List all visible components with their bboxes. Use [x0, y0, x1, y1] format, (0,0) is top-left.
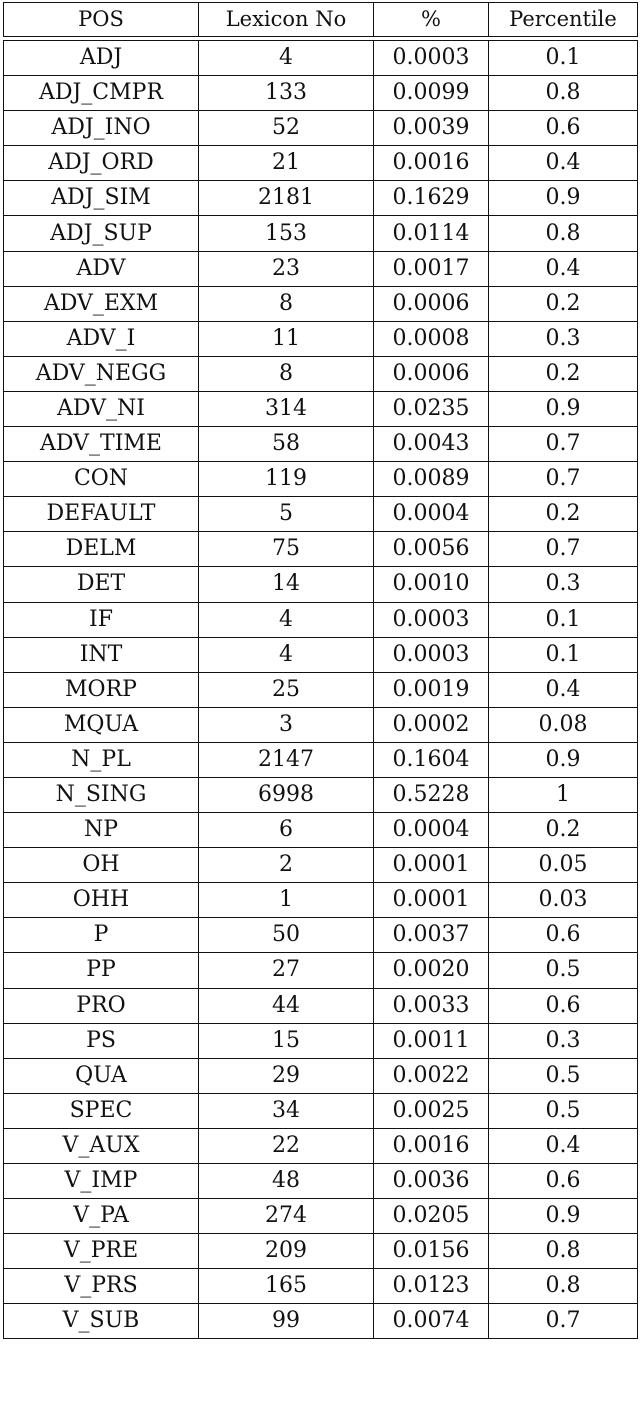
cell-pos: MORP	[4, 672, 199, 707]
cell-percent: 0.1629	[374, 181, 489, 216]
table-row	[4, 742, 638, 777]
cell-percentile: 0.5	[489, 953, 638, 988]
cell-percent: 0.0156	[374, 1234, 489, 1269]
cell-pos: ADJ_ORD	[4, 146, 199, 181]
cell-percentile: 0.6	[489, 918, 638, 953]
cell-lexicon-no: 50	[199, 918, 374, 953]
cell-percent: 0.0016	[374, 1128, 489, 1163]
header-row	[4, 3, 638, 37]
cell-percent: 0.0033	[374, 988, 489, 1023]
cell-pos: INT	[4, 637, 199, 672]
cell-lexicon-no: 6	[199, 813, 374, 848]
cell-lexicon-no: 23	[199, 251, 374, 286]
cell-lexicon-no: 5	[199, 497, 374, 532]
cell-pos: PP	[4, 953, 199, 988]
table-row	[4, 707, 638, 742]
cell-percent: 0.0205	[374, 1199, 489, 1234]
cell-percentile: 0.2	[489, 286, 638, 321]
cell-percentile: 0.4	[489, 672, 638, 707]
cell-percent: 0.0017	[374, 251, 489, 286]
cell-percent: 0.0089	[374, 462, 489, 497]
table-row	[4, 76, 638, 111]
table-row	[4, 672, 638, 707]
cell-percent: 0.0004	[374, 813, 489, 848]
table-row	[4, 1234, 638, 1269]
cell-percent: 0.0123	[374, 1269, 489, 1304]
cell-pos: ADV_NEGG	[4, 356, 199, 391]
cell-pos: DELM	[4, 532, 199, 567]
cell-lexicon-no: 11	[199, 321, 374, 356]
cell-percentile: 0.7	[489, 1304, 638, 1339]
cell-percentile: 0.2	[489, 813, 638, 848]
cell-pos: QUA	[4, 1058, 199, 1093]
cell-pos: V_SUB	[4, 1304, 199, 1339]
cell-percentile: 0.5	[489, 1093, 638, 1128]
cell-percentile: 0.7	[489, 427, 638, 462]
table-row	[4, 146, 638, 181]
table-row	[4, 41, 638, 76]
cell-lexicon-no: 4	[199, 637, 374, 672]
cell-pos: IF	[4, 602, 199, 637]
cell-percent: 0.5228	[374, 777, 489, 812]
cell-percentile: 0.05	[489, 848, 638, 883]
cell-lexicon-no: 58	[199, 427, 374, 462]
cell-pos: DET	[4, 567, 199, 602]
table-row	[4, 883, 638, 918]
table-row	[4, 813, 638, 848]
cell-percentile: 0.6	[489, 111, 638, 146]
cell-percent: 0.0114	[374, 216, 489, 251]
table-row	[4, 1023, 638, 1058]
cell-percentile: 0.7	[489, 532, 638, 567]
cell-percentile: 0.9	[489, 742, 638, 777]
cell-percent: 0.0003	[374, 602, 489, 637]
pos-lexicon-table	[3, 2, 638, 1339]
cell-pos: PS	[4, 1023, 199, 1058]
table-row	[4, 1304, 638, 1339]
table-row	[4, 356, 638, 391]
table-row	[4, 391, 638, 426]
cell-pos: CON	[4, 462, 199, 497]
cell-lexicon-no: 133	[199, 76, 374, 111]
cell-percentile: 0.4	[489, 251, 638, 286]
table-row	[4, 953, 638, 988]
cell-lexicon-no: 52	[199, 111, 374, 146]
cell-percentile: 0.8	[489, 1269, 638, 1304]
cell-pos: ADV_EXM	[4, 286, 199, 321]
header-percent: %	[374, 3, 489, 37]
cell-percentile: 1	[489, 777, 638, 812]
table-row	[4, 462, 638, 497]
cell-percent: 0.0010	[374, 567, 489, 602]
cell-lexicon-no: 27	[199, 953, 374, 988]
cell-pos: NP	[4, 813, 199, 848]
cell-percent: 0.0074	[374, 1304, 489, 1339]
table-row	[4, 321, 638, 356]
cell-percentile: 0.03	[489, 883, 638, 918]
cell-percent: 0.0043	[374, 427, 489, 462]
cell-percentile: 0.1	[489, 602, 638, 637]
cell-percent: 0.0056	[374, 532, 489, 567]
cell-percent: 0.1604	[374, 742, 489, 777]
cell-lexicon-no: 44	[199, 988, 374, 1023]
cell-percentile: 0.9	[489, 1199, 638, 1234]
cell-percent: 0.0099	[374, 76, 489, 111]
table-row	[4, 567, 638, 602]
cell-percentile: 0.3	[489, 1023, 638, 1058]
cell-lexicon-no: 99	[199, 1304, 374, 1339]
cell-percentile: 0.2	[489, 497, 638, 532]
cell-percentile: 0.4	[489, 146, 638, 181]
cell-percent: 0.0235	[374, 391, 489, 426]
table-header	[4, 3, 638, 41]
table-row	[4, 181, 638, 216]
table-row	[4, 1164, 638, 1199]
table-row	[4, 251, 638, 286]
table-row	[4, 918, 638, 953]
cell-percent: 0.0006	[374, 286, 489, 321]
cell-lexicon-no: 274	[199, 1199, 374, 1234]
cell-pos: PRO	[4, 988, 199, 1023]
cell-pos: P	[4, 918, 199, 953]
cell-lexicon-no: 3	[199, 707, 374, 742]
cell-percent: 0.0003	[374, 41, 489, 76]
cell-percentile: 0.3	[489, 321, 638, 356]
cell-lexicon-no: 14	[199, 567, 374, 602]
table-row	[4, 427, 638, 462]
cell-percent: 0.0016	[374, 146, 489, 181]
cell-lexicon-no: 314	[199, 391, 374, 426]
cell-percent: 0.0022	[374, 1058, 489, 1093]
cell-lexicon-no: 2181	[199, 181, 374, 216]
cell-pos: DEFAULT	[4, 497, 199, 532]
cell-percentile: 0.8	[489, 76, 638, 111]
table-row	[4, 777, 638, 812]
table-row	[4, 637, 638, 672]
table-row	[4, 532, 638, 567]
cell-percentile: 0.3	[489, 567, 638, 602]
cell-lexicon-no: 25	[199, 672, 374, 707]
cell-pos: MQUA	[4, 707, 199, 742]
cell-pos: OHH	[4, 883, 199, 918]
cell-pos: N_SING	[4, 777, 199, 812]
table-row	[4, 1093, 638, 1128]
cell-percentile: 0.8	[489, 1234, 638, 1269]
cell-percentile: 0.9	[489, 391, 638, 426]
cell-pos: V_PA	[4, 1199, 199, 1234]
table-row	[4, 1269, 638, 1304]
cell-lexicon-no: 8	[199, 356, 374, 391]
cell-pos: ADV_NI	[4, 391, 199, 426]
cell-lexicon-no: 209	[199, 1234, 374, 1269]
cell-percentile: 0.4	[489, 1128, 638, 1163]
cell-percent: 0.0011	[374, 1023, 489, 1058]
cell-percentile: 0.8	[489, 216, 638, 251]
table-row	[4, 111, 638, 146]
cell-percentile: 0.6	[489, 1164, 638, 1199]
cell-pos: V_IMP	[4, 1164, 199, 1199]
cell-percent: 0.0039	[374, 111, 489, 146]
cell-percent: 0.0019	[374, 672, 489, 707]
table-row	[4, 988, 638, 1023]
cell-percentile: 0.08	[489, 707, 638, 742]
table-row	[4, 602, 638, 637]
cell-pos: ADV_I	[4, 321, 199, 356]
cell-percent: 0.0002	[374, 707, 489, 742]
cell-lexicon-no: 1	[199, 883, 374, 918]
cell-percentile: 0.6	[489, 988, 638, 1023]
cell-percentile: 0.5	[489, 1058, 638, 1093]
cell-percent: 0.0025	[374, 1093, 489, 1128]
cell-lexicon-no: 15	[199, 1023, 374, 1058]
cell-percent: 0.0001	[374, 848, 489, 883]
cell-percentile: 0.1	[489, 41, 638, 76]
table-row	[4, 848, 638, 883]
cell-lexicon-no: 119	[199, 462, 374, 497]
cell-pos: ADJ	[4, 41, 199, 76]
cell-lexicon-no: 4	[199, 602, 374, 637]
cell-lexicon-no: 4	[199, 41, 374, 76]
header-pos: POS	[4, 3, 199, 37]
cell-pos: ADJ_SIM	[4, 181, 199, 216]
cell-pos: V_PRE	[4, 1234, 199, 1269]
cell-pos: V_AUX	[4, 1128, 199, 1163]
cell-percentile: 0.2	[489, 356, 638, 391]
cell-lexicon-no: 153	[199, 216, 374, 251]
cell-percentile: 0.7	[489, 462, 638, 497]
cell-percent: 0.0008	[374, 321, 489, 356]
cell-percentile: 0.9	[489, 181, 638, 216]
table-body	[4, 41, 638, 1339]
header-lexicon-no: Lexicon No	[199, 3, 374, 37]
table-row	[4, 216, 638, 251]
cell-pos: ADJ_INO	[4, 111, 199, 146]
cell-lexicon-no: 2147	[199, 742, 374, 777]
cell-pos: N_PL	[4, 742, 199, 777]
cell-pos: V_PRS	[4, 1269, 199, 1304]
cell-pos: ADV	[4, 251, 199, 286]
cell-lexicon-no: 6998	[199, 777, 374, 812]
cell-pos: ADJ_CMPR	[4, 76, 199, 111]
table-row	[4, 1199, 638, 1234]
cell-pos: SPEC	[4, 1093, 199, 1128]
cell-percent: 0.0004	[374, 497, 489, 532]
table-row	[4, 1058, 638, 1093]
table-row	[4, 497, 638, 532]
cell-percentile: 0.1	[489, 637, 638, 672]
table-row	[4, 1128, 638, 1163]
table-row	[4, 286, 638, 321]
cell-percent: 0.0036	[374, 1164, 489, 1199]
cell-pos: OH	[4, 848, 199, 883]
cell-lexicon-no: 165	[199, 1269, 374, 1304]
cell-lexicon-no: 21	[199, 146, 374, 181]
cell-percent: 0.0006	[374, 356, 489, 391]
cell-lexicon-no: 22	[199, 1128, 374, 1163]
cell-lexicon-no: 29	[199, 1058, 374, 1093]
cell-lexicon-no: 75	[199, 532, 374, 567]
cell-percent: 0.0003	[374, 637, 489, 672]
cell-percent: 0.0037	[374, 918, 489, 953]
cell-pos: ADJ_SUP	[4, 216, 199, 251]
cell-percent: 0.0020	[374, 953, 489, 988]
cell-percent: 0.0001	[374, 883, 489, 918]
cell-lexicon-no: 8	[199, 286, 374, 321]
cell-lexicon-no: 34	[199, 1093, 374, 1128]
header-percentile: Percentile	[489, 3, 638, 37]
cell-pos: ADV_TIME	[4, 427, 199, 462]
cell-lexicon-no: 48	[199, 1164, 374, 1199]
cell-lexicon-no: 2	[199, 848, 374, 883]
